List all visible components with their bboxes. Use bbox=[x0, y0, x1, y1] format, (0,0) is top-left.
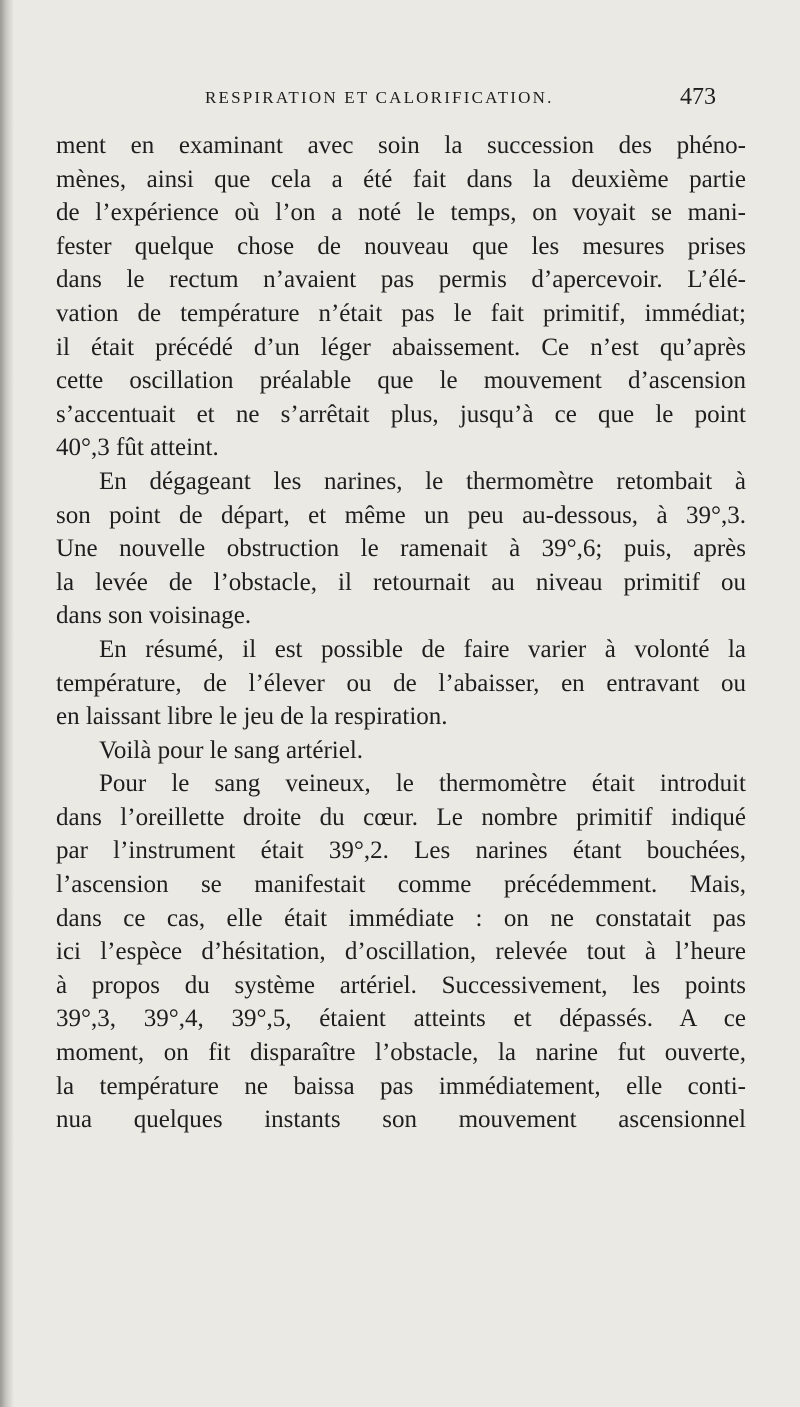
body-text bbox=[56, 129, 746, 1137]
text-line: température, de l’élever ou de l’abaisser, en entravant ou bbox=[56, 669, 746, 697]
text-line: ici l’espèce d’hésitation, d’oscillation, relevée tout à l’heure bbox=[56, 938, 746, 966]
text-line: la température ne baissa pas immédiatement, elle conti- bbox=[56, 1072, 746, 1100]
text-line: dans l’oreillette droite du cœur. Le nombre primitif indiqué bbox=[56, 803, 746, 831]
running-title: RESPIRATION ET CALORIFICATION. bbox=[205, 88, 554, 107]
text-line: dans son voisinage. bbox=[56, 602, 252, 630]
text-line: moment, on fit disparaître l’obstacle, la narine fut ouverte, bbox=[56, 1039, 746, 1067]
text-line: 39°,3, 39°,4, 39°,5, étaient atteints et dépassés. A ce bbox=[56, 1005, 746, 1033]
text-line: vation de température n’était pas le fait primitif, immédiat; bbox=[56, 299, 746, 327]
text-line: nua quelques instants son mouvement ascensionnel bbox=[56, 1106, 746, 1134]
page-number: 473 bbox=[680, 84, 716, 110]
text-line: 40°,3 fût atteint. bbox=[56, 434, 219, 462]
text-line: à propos du système artériel. Successivement, les points bbox=[56, 971, 746, 999]
text-line: cette oscillation préalable que le mouvement d’ascension bbox=[56, 367, 746, 395]
text-line: Voilà pour le sang artériel. bbox=[99, 736, 364, 764]
text-line: en laissant libre le jeu de la respiration. bbox=[56, 703, 448, 731]
text-line: Pour le sang veineux, le thermomètre était introduit bbox=[99, 770, 746, 798]
binding-gutter-shadow bbox=[0, 0, 14, 1407]
running-head bbox=[0, 84, 800, 118]
text-line: l’ascension se manifestait comme précédemment. Mais, bbox=[56, 871, 746, 899]
text-line: mènes, ainsi que cela a été fait dans la deuxième partie bbox=[56, 165, 746, 193]
text-line: par l’instrument était 39°,2. Les narines étant bouchées, bbox=[56, 837, 746, 865]
text-line: En dégageant les narines, le thermomètre retombait à bbox=[99, 467, 746, 495]
text-line: ment en examinant avec soin la succession des phéno- bbox=[56, 132, 746, 159]
text-line: Une nouvelle obstruction le ramenait à 39°,6; puis, après bbox=[56, 535, 746, 563]
text-line: s’accentuait et ne s’arrêtait plus, jusqu’à ce que le point bbox=[56, 400, 746, 428]
text-line: dans ce cas, elle était immédiate : on ne constatait pas bbox=[56, 904, 746, 932]
text-line: En résumé, il est possible de faire varier à volonté la bbox=[99, 635, 746, 663]
text-line: dans le rectum n’avaient pas permis d’apercevoir. L’élé- bbox=[56, 266, 746, 294]
text-line: la levée de l’obstacle, il retournait au niveau primitif ou bbox=[56, 568, 746, 596]
text-line: fester quelque chose de nouveau que les mesures prises bbox=[56, 232, 746, 260]
text-line: il était précédé d’un léger abaissement. Ce n’est qu’après bbox=[56, 333, 746, 361]
text-line: son point de départ, et même un peu au-dessous, à 39°,3. bbox=[56, 501, 746, 529]
text-line: de l’expérience où l’on a noté le temps, on voyait se mani- bbox=[56, 199, 746, 227]
